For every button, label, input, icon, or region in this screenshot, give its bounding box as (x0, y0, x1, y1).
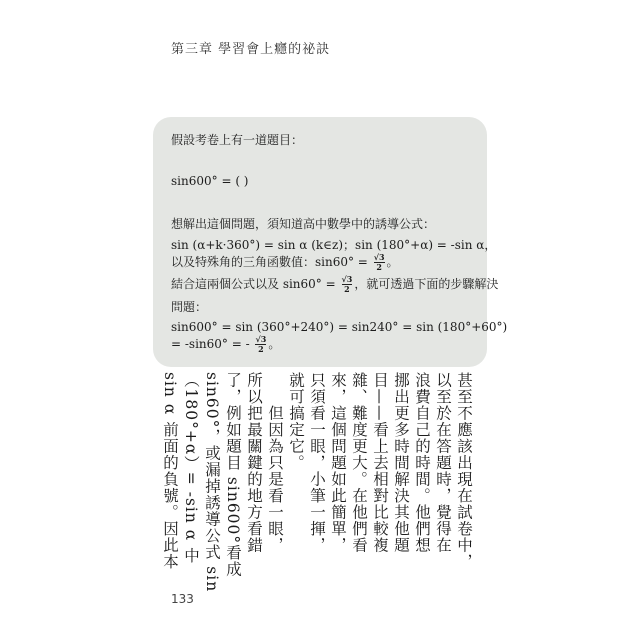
chapter-header: 第三章 學習會上癮的祕訣 (171, 42, 331, 57)
vertical-column: 來，這個問題如此簡單， (329, 372, 347, 554)
vertical-column: 所以把最關鍵的地方看錯 (245, 372, 263, 554)
vertical-column: 以至於在答題時，覺得在 (434, 372, 452, 554)
vertical-column: 只須看一眼，小筆一揮， (308, 372, 326, 554)
frac-denominator: 2 (376, 262, 382, 272)
vertical-column: （180°+α）= -sin α 中 (182, 372, 200, 564)
step2-post: 。 (268, 337, 281, 351)
frac-numerator: √3 (255, 334, 267, 344)
vertical-column: 就可搞定它。 (287, 372, 305, 471)
vertical-column: 挪出更多時間解決其他題 (392, 372, 410, 554)
special-pre: 以及特殊角的三角函數值：sin60° = (171, 255, 368, 269)
box-step-2 (171, 335, 280, 354)
box-explain: 想解出這個問題，須知道高中數學中的誘導公式： (171, 217, 436, 231)
vertical-column: sin60°，或漏掉誘導公式 sin (203, 372, 221, 593)
box-formula: sin (α+k·360°) = sin α (k∈z)；sin (180°+α) = -sin α， (171, 238, 497, 252)
box-combine (171, 275, 498, 294)
page-number: 133 (171, 592, 194, 606)
frac-numerator: √3 (341, 274, 353, 284)
step2-pre: = -sin60° = - (171, 337, 250, 351)
box-special-values (171, 253, 399, 272)
sqrt3-over-2-b (342, 275, 353, 294)
vertical-column: 雜、難度更大。在他們看 (350, 372, 368, 554)
frac-numerator: √3 (373, 252, 385, 262)
box-combine-2: 問題： (171, 300, 208, 314)
vertical-column: 甚至不應該出現在試卷中， (455, 372, 473, 570)
frac-denominator: 2 (344, 284, 350, 294)
sqrt3-over-2-c (255, 335, 266, 354)
box-step-1: sin600° = sin (360°+240°) = sin240° = sin (180°+60°) (171, 320, 508, 334)
box-question: sin600° = ( ) (171, 174, 249, 188)
vertical-column: 目——看上去相對比較複 (371, 372, 389, 554)
special-post: 。 (386, 255, 399, 269)
combine-pre: 結合這兩個公式以及 sin60° = (171, 277, 336, 291)
vertical-column: 浪費自己的時間。他們想 (413, 372, 431, 554)
vertical-column: 但因為只是看一眼， (266, 372, 284, 554)
vertical-column: 了，例如題目 sin600°看成 (224, 372, 242, 578)
frac-denominator: 2 (258, 344, 264, 354)
combine-post: ，就可透過下面的步驟解決 (354, 277, 499, 291)
vertical-column: sin α 前面的負號。因此本 (161, 372, 179, 570)
sqrt3-over-2 (374, 253, 385, 272)
box-intro: 假設考卷上有一道題目： (171, 133, 304, 147)
